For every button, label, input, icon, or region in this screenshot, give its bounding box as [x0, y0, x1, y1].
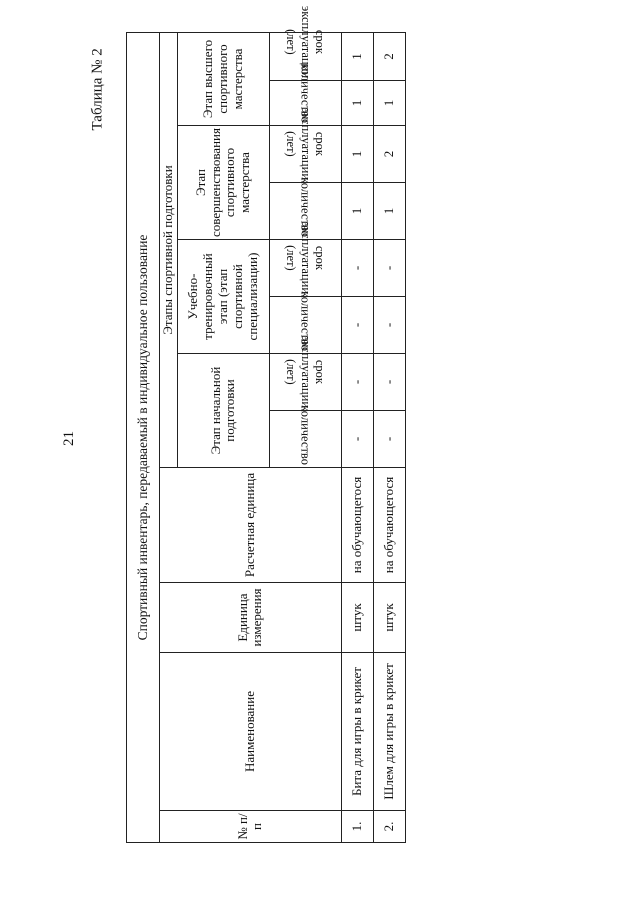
- row-calc-unit: на обучающегося: [341, 468, 373, 583]
- row-value: -: [341, 411, 373, 468]
- table-caption: Таблица № 2: [89, 48, 106, 131]
- equipment-table: [126, 5, 406, 843]
- row-value: 1: [341, 126, 373, 183]
- col-header-num: № п/п: [160, 811, 342, 843]
- row-unit: штук: [373, 583, 405, 653]
- page-number: 21: [61, 431, 77, 446]
- col-header-stages-group: Этапы спортивной подготовки: [160, 32, 178, 467]
- row-value: -: [341, 297, 373, 354]
- table-row: [341, 32, 373, 842]
- table-row: [373, 32, 405, 842]
- sub-header-term: срок эксплуатации (лет): [269, 126, 341, 183]
- col-header-calc-unit: Расчетная единица: [160, 468, 342, 583]
- row-num: 1.: [341, 811, 373, 843]
- row-value: 2: [373, 32, 405, 80]
- table-title: Спортивный инвентарь, передаваемый в индивидуальное пользование: [127, 32, 160, 842]
- row-value: 1: [373, 81, 405, 126]
- col-header-name: Наименование: [160, 653, 342, 811]
- row-value: 1: [341, 183, 373, 240]
- row-name: Бита для игры в крикет: [341, 653, 373, 811]
- sub-header-term: срок эксплуатации (лет): [269, 354, 341, 411]
- row-calc-unit: на обучающегося: [373, 468, 405, 583]
- sub-header-qty: количество: [269, 183, 341, 240]
- row-unit: штук: [341, 583, 373, 653]
- stage-header-training: Учебно-тренировочный этап (этап спортивной специализации): [177, 240, 269, 354]
- sub-header-qty: количество: [269, 411, 341, 468]
- sub-header-qty: количество: [269, 297, 341, 354]
- row-value: -: [341, 240, 373, 297]
- row-value: 1: [341, 32, 373, 80]
- sub-header-qty: количество: [269, 81, 341, 126]
- row-value: -: [373, 354, 405, 411]
- sub-header-term: срок эксплуатации (лет): [269, 240, 341, 297]
- col-header-unit: Единица измерения: [160, 583, 342, 653]
- row-name: Шлем для игры в крикет: [373, 653, 405, 811]
- stage-header-highest: Этап высшего спортивного мастерства: [177, 32, 269, 125]
- row-value: -: [373, 297, 405, 354]
- row-value: 2: [373, 126, 405, 183]
- equipment-table-container: [126, 5, 406, 843]
- stage-header-initial: Этап начальной подготовки: [177, 354, 269, 468]
- sub-header-term: срок эксплуатации (лет): [269, 32, 341, 80]
- row-value: 1: [373, 183, 405, 240]
- row-value: -: [373, 240, 405, 297]
- stage-header-improvement: Этап совершенствования спортивного мастерства: [177, 126, 269, 240]
- row-value: -: [341, 354, 373, 411]
- row-value: 1: [341, 81, 373, 126]
- row-num: 2.: [373, 811, 405, 843]
- row-value: -: [373, 411, 405, 468]
